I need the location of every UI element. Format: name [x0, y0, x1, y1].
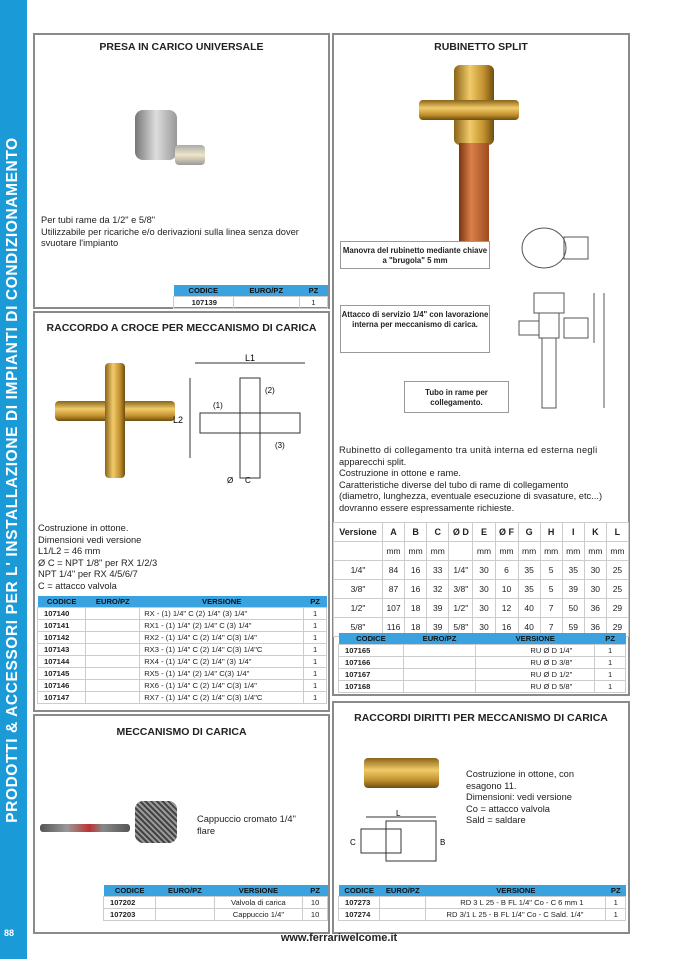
cell-pz: 1 [304, 631, 327, 643]
product-table: CODICE EURO/PZ VERSIONE PZ 107273 RD 3 L 25 - B FL 1/4" Co - C 6 mm 1 1 107274 RD 3/1 L 25 - B FL 1/4" Co - C Sald. 1/4" 1 [338, 885, 626, 921]
svg-text:Ø: Ø [227, 476, 234, 485]
dim-cell: mm [540, 542, 562, 561]
dim-cell: 18 [405, 599, 427, 618]
cell-pz: 1 [304, 679, 327, 691]
svg-text:C: C [350, 838, 356, 847]
dim-cell: 40 [518, 599, 540, 618]
copper-tube-image [459, 143, 489, 243]
table-row [334, 523, 629, 542]
cell-euro [403, 644, 475, 656]
dim-cell: E [473, 523, 495, 542]
dim-cell: L [606, 523, 628, 542]
dim-cell: 30 [584, 561, 606, 580]
cell-code: 107144 [38, 655, 86, 667]
footer-url[interactable]: www.ferrariwelcome.it [280, 932, 398, 944]
dim-cell: 18 [405, 618, 427, 637]
cell-euro [86, 643, 140, 655]
panel-title: RACCORDI DIRITTI PER MECCANISMO DI CARICA [354, 712, 608, 724]
dim-cell: 35 [562, 561, 584, 580]
table-row [38, 679, 327, 691]
table-row [334, 580, 629, 599]
dimensions-table [333, 522, 629, 637]
dim-cell: 30 [473, 599, 495, 618]
dim-cell: 84 [382, 561, 404, 580]
svg-text:(1): (1) [213, 401, 223, 410]
panel-rubinetto [332, 33, 630, 696]
dim-cell: mm [606, 542, 628, 561]
technical-diagram [173, 353, 315, 493]
dim-cell: 16 [495, 618, 518, 637]
cell-pz: 10 [303, 896, 328, 908]
table-row [38, 619, 327, 631]
cell-code: 107166 [339, 656, 404, 668]
dim-cell: A [382, 523, 404, 542]
panel-title: PRESA IN CARICO UNIVERSALE [99, 41, 264, 53]
description: Per tubi rame da 1/2" e 5/8" Utilizzabile per ricariche e/o derivazioni sulla linea senza dover svuotare l'impianto [41, 215, 299, 248]
table-row [38, 667, 327, 679]
dim-cell: Ø D [449, 523, 473, 542]
dim-cell: 107 [382, 599, 404, 618]
dim-cell: 1/2" [449, 599, 473, 618]
dim-cell: 35 [518, 580, 540, 599]
cell-ver: Cappuccio 1/4" [214, 908, 303, 920]
dim-cell: 30 [473, 618, 495, 637]
description: Cappuccio cromato 1/4" flare [197, 814, 296, 836]
cap-image [135, 801, 177, 843]
cell-pz: 1 [595, 644, 626, 656]
cell-code: 107168 [339, 680, 404, 692]
cell-pz: 1 [304, 607, 327, 619]
cell-code: 107147 [38, 691, 86, 703]
dim-cell: 6 [495, 561, 518, 580]
description: Rubinetto di collegamento tra unità interna ed esterna negli apparecchi split. Costruzione in ottone e rame. Caratteristiche diverse del tubo di rame di collegamento (diametro, lunghezza, eventuale esecuzione di svasature, etc...) dovranno essere espressamente richieste. [339, 445, 603, 513]
cell-pz: 1 [304, 691, 327, 703]
cell-code: 107145 [38, 667, 86, 679]
table-row [339, 668, 626, 680]
cell-ver: RD 3 L 25 - B FL 1/4" Co - C 6 mm 1 [426, 896, 606, 908]
product-table: CODICE EURO/PZ VERSIONE PZ 107140 RX - (1) 1/4" C (2) 1/4" (3) 1/4" 1 107141 RX1 - (1) 1/4" (2) 1/4" C (3) 1/4" 1 107142 RX2 - (1) 1/4" C (2) 1/4" C(3) 1/4" 1 107143 RX3 - (1) 1/4" C (2) 1/4" C(3) 1/4"C 1 107144 RX4 - (1) 1/4" C (2) 1/4" (3) 1/4" 1 107145 RX5 - (1) 1/4" (2) 1/4" C(3) 1/4" 1 107146 RX6 - (1) 1/4" C (2) 1/4" C(3) 1/4" 1 107147 RX7 - (1) 1/4" C (2) 1/4" C(3) 1/4"C 1 [37, 596, 327, 704]
cell-ver: RX5 - (1) 1/4" (2) 1/4" C(3) 1/4" [140, 667, 304, 679]
cell-code: 107273 [339, 896, 380, 908]
cell-pz: 1 [304, 667, 327, 679]
cell-pz: 1 [595, 668, 626, 680]
dim-cell: mm [518, 542, 540, 561]
svg-text:C: C [245, 476, 251, 485]
cell-code: 107146 [38, 679, 86, 691]
cell-euro [86, 607, 140, 619]
dim-cell: 7 [540, 599, 562, 618]
dim-cell: mm [584, 542, 606, 561]
table-row [104, 908, 328, 920]
cell-euro [380, 896, 426, 908]
table-row [334, 542, 629, 561]
dim-cell: 5 [540, 561, 562, 580]
dim-cell: 35 [518, 561, 540, 580]
cell-code: 107202 [104, 896, 156, 908]
panel-diritti [332, 701, 630, 934]
cell-ver: RU Ø D 1/4" [476, 644, 595, 656]
dim-cell: 3/8" [449, 580, 473, 599]
dim-cell: 3/8" [334, 580, 383, 599]
cell-ver: RX7 - (1) 1/4" C (2) 1/4" C(3) 1/4"C [140, 691, 304, 703]
dim-cell: 39 [427, 599, 449, 618]
cell-code: 107274 [339, 908, 380, 920]
cell-ver: RU Ø D 5/8" [476, 680, 595, 692]
callout-brugola: Manovra del rubinetto mediante chiave a "brugola" 5 mm [340, 241, 490, 269]
table-row [339, 908, 626, 920]
cell-ver: Valvola di carica [214, 896, 303, 908]
cell-ver: RX6 - (1) 1/4" C (2) 1/4" C(3) 1/4" [140, 679, 304, 691]
cell-ver: RX4 - (1) 1/4" C (2) 1/4" (3) 1/4" [140, 655, 304, 667]
dim-cell: 39 [427, 618, 449, 637]
dim-cell: 29 [606, 618, 628, 637]
sidebar-title: PRODOTTI & ACCESSORI PER L' INSTALLAZIONE DI IMPIANTI DI CONDIZIONAMENTO [4, 137, 21, 823]
cell-euro [86, 619, 140, 631]
dim-cell: I [562, 523, 584, 542]
table-row [38, 691, 327, 703]
dim-cell: mm [405, 542, 427, 561]
cell-ver: RU Ø D 1/2" [476, 668, 595, 680]
product-image-fitting [419, 100, 519, 120]
cell-ver: RX1 - (1) 1/4" (2) 1/4" C (3) 1/4" [140, 619, 304, 631]
dim-cell: 1/4" [449, 561, 473, 580]
dim-cell: 25 [606, 580, 628, 599]
table-row [38, 643, 327, 655]
dim-cell: 16 [405, 580, 427, 599]
panel-presa [33, 33, 330, 309]
product-table: CODICE EURO/PZ VERSIONE PZ 107165 RU Ø D 1/4" 1 107166 RU Ø D 3/8" 1 107167 RU Ø D 1/2" 1 107168 RU Ø D 5/8" 1 [338, 633, 626, 693]
cell-code: 107140 [38, 607, 86, 619]
dim-cell: H [540, 523, 562, 542]
dim-cell: 39 [562, 580, 584, 599]
product-table: CODICE EURO/PZ VERSIONE PZ 107202 Valvola di carica 10 107203 Cappuccio 1/4" 10 [103, 885, 328, 921]
product-image [135, 110, 177, 160]
dim-cell: 40 [518, 618, 540, 637]
dim-cell: 30 [473, 561, 495, 580]
page-number: 88 [4, 928, 15, 938]
cell-ver: RU Ø D 3/8" [476, 656, 595, 668]
table-row [339, 680, 626, 692]
cell-code: 107165 [339, 644, 404, 656]
dim-cell: 5/8" [334, 618, 383, 637]
dim-cell [334, 542, 383, 561]
dim-cell: 1/2" [334, 599, 383, 618]
cell-pz: 10 [303, 908, 328, 920]
svg-text:L1: L1 [245, 353, 256, 363]
dim-cell: mm [473, 542, 495, 561]
dim-cell: 32 [427, 580, 449, 599]
panel-title: RUBINETTO SPLIT [434, 41, 528, 53]
dim-cell: 1/4" [334, 561, 383, 580]
technical-diagram [494, 223, 624, 423]
svg-text:(2): (2) [265, 386, 275, 395]
dim-cell: Versione [334, 523, 383, 542]
product-image [364, 758, 439, 788]
cell-pz: 1 [606, 908, 626, 920]
cell-code: 107167 [339, 668, 404, 680]
table-row [38, 607, 327, 619]
dim-cell: 16 [405, 561, 427, 580]
table-row [339, 896, 626, 908]
svg-text:(3): (3) [275, 441, 285, 450]
dim-cell: mm [562, 542, 584, 561]
cell-code: 107203 [104, 908, 156, 920]
table-row [38, 631, 327, 643]
cell-euro [403, 680, 475, 692]
cell-euro [86, 691, 140, 703]
cell-pz: 1 [304, 643, 327, 655]
dim-cell: 5/8" [449, 618, 473, 637]
dim-cell: 25 [606, 561, 628, 580]
dim-cell: 29 [606, 599, 628, 618]
cell-euro [86, 631, 140, 643]
dim-cell: 5 [540, 580, 562, 599]
cell-pz: 1 [304, 655, 327, 667]
dim-cell [449, 542, 473, 561]
table-row [104, 896, 328, 908]
dim-cell: G [518, 523, 540, 542]
dim-cell: 116 [382, 618, 404, 637]
product-image-vertical [105, 363, 125, 478]
cell-pz: 1 [304, 619, 327, 631]
panel-title: MECCANISMO DI CARICA [116, 726, 247, 738]
dim-cell: 12 [495, 599, 518, 618]
cell-euro [156, 908, 214, 920]
cell-ver: RD 3/1 L 25 - B FL 1/4" Co - C Sald. 1/4" [426, 908, 606, 920]
table-row [334, 599, 629, 618]
dim-cell: 36 [584, 599, 606, 618]
cell-euro [403, 656, 475, 668]
cell-code: 107143 [38, 643, 86, 655]
dim-cell: mm [427, 542, 449, 561]
dim-cell: 59 [562, 618, 584, 637]
table-row [38, 655, 327, 667]
panel-meccanismo [33, 714, 330, 934]
cell-euro [86, 667, 140, 679]
cell-code: 107142 [38, 631, 86, 643]
svg-text:L2: L2 [173, 415, 184, 425]
cell-ver: RX - (1) 1/4" C (2) 1/4" (3) 1/4" [140, 607, 304, 619]
svg-text:L: L [396, 809, 401, 818]
cell-euro [403, 668, 475, 680]
sidebar [0, 0, 27, 959]
panel-croce [33, 311, 330, 712]
dim-cell: C [427, 523, 449, 542]
product-image-nozzle [175, 145, 205, 165]
dim-cell: B [405, 523, 427, 542]
table-row: 107139 1 [174, 296, 328, 308]
cell-euro [380, 908, 426, 920]
cell-ver: RX2 - (1) 1/4" C (2) 1/4" C(3) 1/4" [140, 631, 304, 643]
cell-pz: 1 [595, 656, 626, 668]
cell-euro [86, 655, 140, 667]
cell-ver: RX3 - (1) 1/4" C (2) 1/4" C(3) 1/4"C [140, 643, 304, 655]
dim-cell: 10 [495, 580, 518, 599]
dim-cell: 30 [584, 580, 606, 599]
cell-pz: 1 [595, 680, 626, 692]
callout-attacco: Attacco di servizio 1/4" con lavorazione interna per meccanismo di carica. [340, 305, 490, 353]
product-table: CODICE EURO/PZ PZ 107139 1 [173, 285, 328, 309]
cell-pz: 1 [606, 896, 626, 908]
description: Costruzione in ottone. Dimensioni vedi versione L1/L2 = 46 mm Ø C = NPT 1/8" per RX 1/2/3 NPT 1/4" per RX 4/5/6/7 C = attacco valvola [38, 523, 158, 591]
dim-cell: 7 [540, 618, 562, 637]
cell-euro [156, 896, 214, 908]
dim-cell: 30 [473, 580, 495, 599]
dim-cell: 50 [562, 599, 584, 618]
callout-tubo: Tubo in rame per collegamento. [404, 381, 509, 413]
cell-code: 107141 [38, 619, 86, 631]
valve-core-image [40, 824, 130, 832]
cell-euro [86, 679, 140, 691]
dim-cell: mm [495, 542, 518, 561]
dim-cell: mm [382, 542, 404, 561]
dim-cell: 87 [382, 580, 404, 599]
svg-text:B: B [440, 838, 446, 847]
dim-cell: 33 [427, 561, 449, 580]
table-row [334, 561, 629, 580]
dim-cell: 36 [584, 618, 606, 637]
technical-diagram [346, 811, 451, 866]
panel-title: RACCORDO A CROCE PER MECCANISMO DI CARICA [46, 322, 317, 334]
table-row [339, 644, 626, 656]
table-row [339, 656, 626, 668]
dim-cell: Ø F [495, 523, 518, 542]
description: Costruzione in ottone, con esagono 11. Dimensioni: vedi versione Co = attacco valvola Sald = saldare [466, 769, 575, 825]
dim-cell: K [584, 523, 606, 542]
